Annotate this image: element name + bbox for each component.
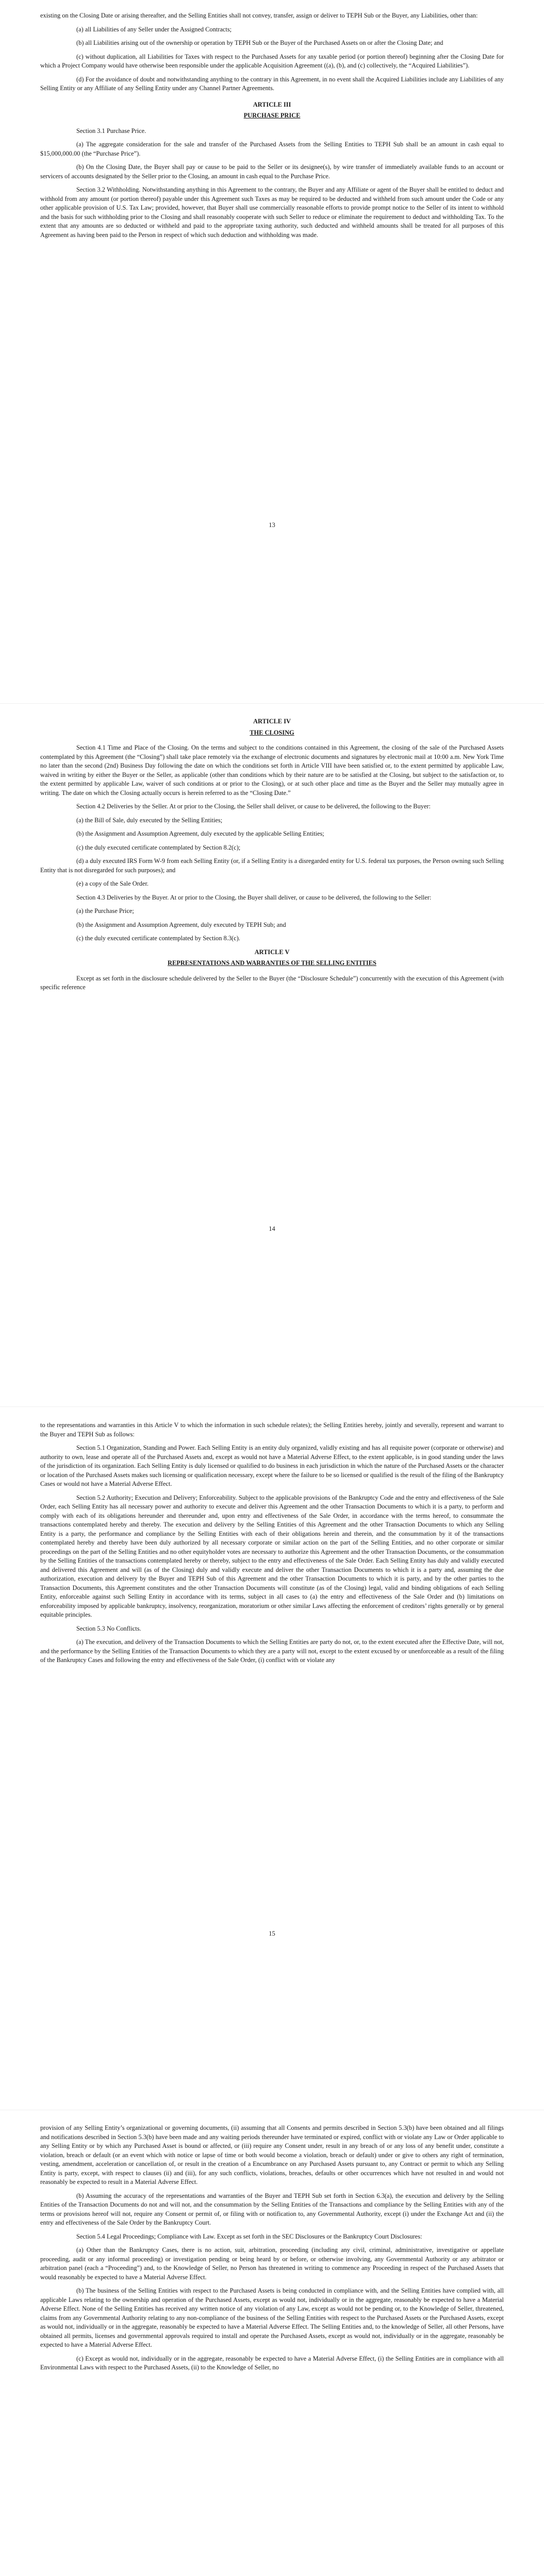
list-item: (a) Other than the Bankruptcy Cases, there is no action, suit, arbitration, proceeding (including any civil, criminal, administrative, investigative or appellate proceeding, audit or any informal proceeding) or investigation pending or being heard by or before, or otherwise involving, any Governmental Authority or any arbitrator or arbitration panel (each a “Proceeding”) and, to the Knowledge of Seller, no Person has threatened in writing to commence any Proceeding in respect of the Purchased Assets that would reasonably be expected to have a Material Adverse Effect. <box>40 2246 504 2281</box>
article-heading: THE CLOSING <box>250 728 294 736</box>
list-item: (a) the Bill of Sale, duly executed by the Selling Entities; <box>76 816 223 824</box>
paragraph: provision of any Selling Entity’s organizational or governing documents, (ii) assuming that all Consents and permits described in Section 5.3(b) have been obtained and all filings and notifications described in Section 5.3(b) have been made and any waiting periods thereunder have terminated or expired, conflict with or violate any Law or Order applicable to any Selling Entity or by which any Purchased Asset is bound or affected, or (iii) require any Consent under, result in any breach of or any loss of any benefit under, constitute a violation, breach or default (or an event which with notice or lapse of time or both would become a violation, breach or default) under or give to others any right of termination, vesting, amendment, acceleration or cancellation of, or result in the creation of a Encumbrance on any Purchased Assets pursuant to, any Contract or permit to which any Selling Entity is party, except, with respect to clauses (ii) and (iii), for any such conflicts, violations, breaches, defaults or other occurrences which have not resulted in and would not reasonably be expected to result in a Material Adverse Effect. <box>40 2124 504 2185</box>
section-paragraph: Section 5.2 Authority; Execution and Delivery; Enforceability. Subject to the applicable provisions of the Bankruptcy Code and the entry and effectiveness of the Sale Order, each Selling Entity has all necessary power and authority to execute and deliver this Agreement and the other Transaction Documents to which it is a party, to perform and comply with each of its obligations hereunder and thereunder and, upon entry and effectiveness of the Sale Order, in accordance with the terms hereof, to consummate the transactions contemplated hereby and thereby. The execution and delivery by the Selling Entities of this Agreement and the other Transaction Documents to which any Selling Entity is a party, the performance and compliance by the Selling Entities with each of their obligations herein and therein, and the consummation by it of the transactions contemplated hereby and thereby have been duly authorized by all necessary corporate or similar action on the part of the Selling Entities, and no other corporate or similar proceedings on the part of the Selling Entities and no other equityholder votes are necessary to authorize this Agreement and the other Transaction Documents, or the consummation by the Selling Entities of the transactions contemplated hereby or thereby, subject to the entry and effectiveness of the Sale Order. Each Selling Entity has duly and validly executed and delivered this Agreement and will (as of the Closing) duly and validly execute and deliver the other Transaction Documents to which it is a party and, assuming the due authorization, execution and delivery by the Buyer and TEPH Sub of this Agreement and the other Transaction Documents to which it is party, and by the other parties to the Transaction Documents, this Agreement constitutes and the other Transaction Documents will constitute (as of the Closing) legal, valid and binding obligations of each Selling Entity, enforceable against such Selling Entity in accordance with its terms, subject in all cases to (a) the entry and effectiveness of the Sale Order and (b) limitations on enforceability imposed by applicable bankruptcy, insolvency, reorganization, moratorium or other similar Laws affecting the enforcement of creditors’ rights generally or by general equitable principles. <box>40 1494 504 1618</box>
list-item: (b) the Assignment and Assumption Agreement, duly executed by TEPH Sub; and <box>76 921 286 928</box>
page-number: 15 <box>269 1930 275 1937</box>
list-item: (a) the Purchase Price; <box>76 907 134 914</box>
page-number: 13 <box>269 521 275 529</box>
article-title: ARTICLE IV <box>253 718 291 725</box>
section-heading: Section 5.3 No Conflicts. <box>76 1624 141 1632</box>
section-paragraph: Section 5.1 Organization, Standing and Power. Each Selling Entity is an entity duly organized, validly existing and has all requisite power (corporate or otherwise) and authority to own, lease and operate all of the Purchased Assets and, except as would not have a Material Adverse Effect, to the extent applicable, is in good standing under the laws of the jurisdiction of its organization. Each Selling Entity is duly licensed or qualified to do business in each jurisdiction in which the nature of the Purchased Assets or the character or location of the Purchased Assets makes such licensing or qualification necessary, except where the failure to be so licensed or qualified is the result of the filing of the Bankruptcy Cases or would not have a Material Adverse Effect. <box>40 1444 504 1487</box>
list-item: (d) For the avoidance of doubt and notwithstanding anything to the contrary in this Agreement, in no event shall the Acquired Liabilities include any Liabilities of any Selling Entity or any Affiliate of any Selling Entity under any Channel Partner Agreements. <box>40 75 504 92</box>
paragraph: existing on the Closing Date or arising thereafter, and the Selling Entities shall not convey, transfer, assign or deliver to TEPH Sub or the Buyer, any Liabilities, other than: <box>40 12 478 19</box>
section-paragraph: Except as set forth in the disclosure schedule delivered by the Seller to the Buyer (the “Disclosure Schedule”) concurrently with the execution of this Agreement (with specific reference <box>40 974 504 991</box>
list-item: (c) the duly executed certificate contemplated by Section 8.2(c); <box>76 843 241 851</box>
list-item: (a) all Liabilities of any Seller under the Assigned Contracts; <box>76 25 232 33</box>
section-heading: Section 3.1 Purchase Price. <box>76 127 146 134</box>
list-item: (b) The business of the Selling Entities with respect to the Purchased Assets is being conducted in compliance with, and the Selling Entities have complied with, all applicable Laws relating to the ownership and operation of the Purchased Assets, except as would not, individually or in the aggregate, reasonably be expected to have a Material Adverse Effect. None of the Selling Entities has received any written notice of any violation of any Law, except as would not be pending or, to the Knowledge of Seller, threatened, claims from any Governmental Authority relating to any non-compliance of the business of the Selling Entities with respect to the Purchased Assets or the Purchased Assets, except as would not, individually or in the aggregate, reasonably be expected to have a Material Adverse Effect. The Selling Entities and, to the knowledge of Seller, all other Persons, have obtained all permits, licenses and governmental approvals required to install and operate the Purchased Assets, except as would not, individually or in the aggregate, reasonably be expected to have a Material Adverse Effect. <box>40 2287 504 2348</box>
page-number: 14 <box>269 1225 275 1232</box>
list-item: (d) a duly executed IRS Form W-9 from each Selling Entity (or, if a Selling Entity is a disregarded entity for U.S. federal tax purposes, the Person owning such Selling Entity that is not disregarded for such purposes); and <box>40 857 504 874</box>
page-15 <box>0 1421 544 1670</box>
list-item: (a) The aggregate consideration for the sale and transfer of the Purchased Assets from the Selling Entities to TEPH Sub shall be an amount in cash equal to $15,000,000.00 (the “Purchase Price”). <box>40 141 504 157</box>
article-heading: REPRESENTATIONS AND WARRANTIES OF THE SELLING ENTITIES <box>168 959 376 967</box>
section-paragraph: Section 4.1 Time and Place of the Closing. On the terms and subject to the conditions contained in this Agreement, the closing of the sale of the Purchased Assets contemplated by this Agreement (the “Closing”) shall take place remotely via the exchange of electronic documents and signatures by electronic mail at 10:00 a.m. New York Time no later than the second (2nd) Business Day following the date on which the conditions set forth in Article VIII have been satisfied or, to the extent permitted by applicable Law, waived in writing by either the Buyer or the Seller, as applicable (other than conditions which by their nature are to be satisfied at the Closing, but subject to the satisfaction or, to the extent permitted by applicable Law, waiver of such conditions at or prior to the Closing), or at such other place and time as the Buyer and the Seller may mutually agree in writing. The date on which the Closing actually occurs is herein referred to as the “Closing Date.” <box>40 744 504 796</box>
section-paragraph: Section 4.3 Deliveries by the Buyer. At or prior to the Closing, the Buyer shall deliver, or cause to be delivered, the following to the Seller: <box>76 893 432 901</box>
article-title: ARTICLE III <box>253 100 291 108</box>
list-item: (e) a copy of the Sale Order. <box>76 880 149 887</box>
list-item: (b) Assuming the accuracy of the representations and warranties of the Buyer and TEPH Sub set forth in Section 6.3(a), the execution and delivery by the Selling Entities of the Transaction Documents do not and will not, and the consummation by the Selling Entities of the Transactions and compliance by the Selling Entities with any of the terms or provisions hereof will not, require any Consent or permit of, or filing with or notification to, any Governmental Authority, except (i) under the Exchange Act and (ii) the entry and effectiveness of the Sale Order by the Bankruptcy Court. <box>40 2192 504 2226</box>
list-item: (c) the duly executed certificate contemplated by Section 8.3(c). <box>76 935 240 942</box>
page-divider <box>0 1406 544 1407</box>
section-paragraph: Section 4.2 Deliveries by the Seller. At or prior to the Closing, the Seller shall deliver, or cause to be delivered, the following to the Buyer: <box>76 803 431 810</box>
page-16 <box>0 2124 544 2377</box>
article-title: ARTICLE V <box>254 948 290 956</box>
list-item: (b) all Liabilities arising out of the ownership or operation by TEPH Sub or the Buyer of the Purchased Assets on or after the Closing Date; and <box>76 39 443 46</box>
page-divider <box>0 703 544 704</box>
page-14 <box>0 717 544 997</box>
list-item: (b) On the Closing Date, the Buyer shall pay or cause to be paid to the Seller or its designee(s), by wire transfer of immediately available funds to an account or servicers of accounts designated by the Seller prior to the Closing, an amount in cash equal to the Purchase Price. <box>40 163 504 180</box>
list-item: (a) The execution, and delivery of the Transaction Documents to which the Selling Entities are party do not, or, to the extent executed after the Effective Date, will not, and the performance by the Selling Entities of the Transaction Documents to which they are a party will not, except to the extent excused by or unenforceable as a result of the filing of the Bankruptcy Cases and following the entry and effectiveness of the Sale Order, (i) conflict with or violate any <box>40 1638 504 1664</box>
section-paragraph: Section 3.2 Withholding. Notwithstanding anything in this Agreement to the contrary, the Buyer and any Affiliate or agent of the Buyer shall be entitled to deduct and withhold from any amount (or portion thereof) payable under this Agreement such Taxes as may be required to be deducted and withheld from such amount under the Code or any other applicable provision of U.S. Tax Law; provided, however, that Buyer shall use commercially reasonable efforts to provide prompt notice to the Seller of its intent to withhold and the basis for such withholding prior to the Closing and shall reasonably cooperate with such Seller to reduce or eliminate the requirement to deduct and withholding Tax. To the extent that any amounts are so deducted or withheld and paid to the appropriate taxing authority, such deducted and withheld amounts shall be treated for all purposes of this Agreement as having been paid to the Person in respect of which such deduction and withholding was made. <box>40 186 504 239</box>
section-paragraph: Section 5.4 Legal Proceedings; Compliance with Law. Except as set forth in the SEC Disclosures or the Bankruptcy Court Disclosures: <box>76 2232 422 2240</box>
list-item: (b) the Assignment and Assumption Agreement, duly executed by the applicable Selling Entities; <box>76 830 324 837</box>
paragraph: to the representations and warranties in this Article V to which the information in such schedule relates); the Selling Entities hereby, jointly and severally, represent and warrant to the Buyer and TEPH Sub as follows: <box>40 1421 504 1438</box>
list-item: (c) Except as would not, individually or in the aggregate, reasonably be expected to have a Material Adverse Effect, (i) the Selling Entities are in compliance with all Environmental Laws with respect to the Purchased Assets, (ii) to the Knowledge of Seller, no <box>40 2354 504 2371</box>
page-13 <box>0 11 544 244</box>
list-item: (c) without duplication, all Liabilities for Taxes with respect to the Purchased Assets for any taxable period (or portion thereof) beginning after the Closing Date for which a Project Company would have otherwise been responsible under the applicable Acquisition Agreement ((a), (b), and (c) collectively, the “Acquired Liabilities”). <box>40 53 504 69</box>
article-heading: PURCHASE PRICE <box>243 112 301 119</box>
